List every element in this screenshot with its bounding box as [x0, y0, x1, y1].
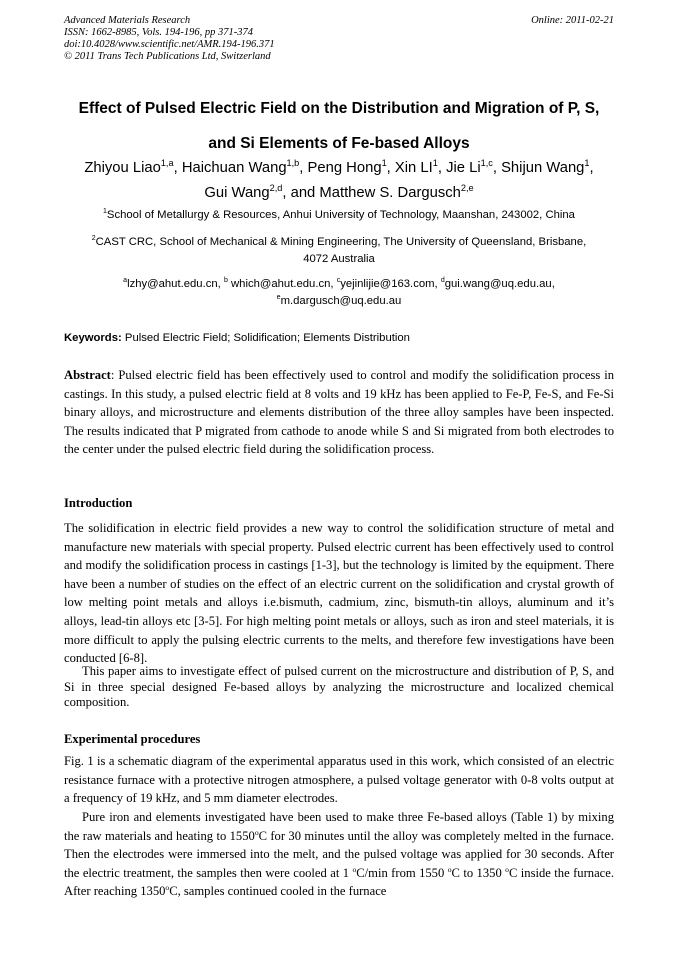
- author: Zhiyou Liao: [84, 160, 161, 176]
- text-run: C for 30 minutes until the alloy was completely melted in the furnace. Then the electrodes were immersed into the melt, and the pulsed voltage was applied for 30 seconds. After the electric treatment, the samples then were cooled at 1: [64, 828, 614, 880]
- abstract-label: Abstract: [64, 368, 111, 382]
- affiliation-text: CAST CRC, School of Mechanical & Mining Engineering, The University of Queensland, Brisbane,: [95, 236, 587, 248]
- keywords-label: Keywords:: [64, 332, 122, 344]
- email-separator: ,: [434, 278, 441, 290]
- introduction-paragraph-2: This paper aims to investigate effect of pulsed current on the microstructure and distribution of P, S, and Si in three special designed Fe-based alloys by analyzing the microstructure and localized chemical composition.: [64, 664, 614, 710]
- email-sup: d: [440, 277, 445, 285]
- author-affil-sup: 1,c: [480, 158, 493, 169]
- copyright-line: © 2011 Trans Tech Publications Ltd, Switzerland: [64, 51, 271, 62]
- affiliation-text: School of Metallurgy & Resources, Anhui University of Technology, Maanshan, 243002, China: [106, 209, 575, 221]
- author-separator: , and: [282, 185, 320, 201]
- email-separator: ,: [551, 278, 555, 290]
- email-sup: c: [336, 277, 341, 285]
- author: Peng Hong: [307, 160, 382, 176]
- author: Xin LI: [394, 160, 433, 176]
- affiliation-number: 2: [91, 235, 96, 243]
- introduction-paragraph-1: The solidification in electric field provides a new way to control the solidification structure of metal and manufacture new materials with special property. Pulsed electric current has been effectively used to control and modify the solidification process in castings [1-3], but the technology is limited by the equipment. There have been a number of studies on the effect of an electric current on the solidification and crystal growth of low melting point metals and alloys i.e.bismuth, cadmium, zinc, bismuth-tin alloys, aluminum and it’s alloys, lead-tin alloys etc [3-5]. For high melting point metals or alloys, such as iron and steel materials, it is more difficult to apply the pulsing electric currents to the melts, and therefore few investigations have been conducted [6-8].: [64, 521, 614, 666]
- title-line-1: Effect of Pulsed Electric Field on the Distribution and Migration of P, S,: [78, 100, 600, 117]
- paper-title: [40, 91, 638, 161]
- text-run: C to 1350: [451, 865, 506, 880]
- keywords: [64, 331, 614, 346]
- section-heading-experimental: Experimental procedures: [64, 732, 201, 746]
- affiliation-number: 1: [103, 208, 107, 216]
- author-list: [40, 156, 638, 206]
- journal-name: Advanced Materials Research: [64, 15, 191, 26]
- email-address: gui.wang@uq.edu.au: [444, 278, 552, 290]
- title-line-2: and Si Elements of Fe-based Alloys: [208, 135, 470, 152]
- author-affil-sup: 1: [432, 158, 438, 169]
- experimental-paragraph-2: [64, 808, 614, 901]
- author-separator: ,: [589, 160, 594, 176]
- degree-sup: o: [254, 827, 259, 837]
- doi-line: doi:10.4028/www.scientific.net/AMR.194-196.371: [64, 39, 275, 50]
- email-list: [62, 276, 616, 310]
- email-address: lzhy@ahut.edu.cn: [127, 278, 218, 290]
- author-separator: ,: [299, 160, 308, 176]
- affiliation-1: [62, 207, 616, 224]
- issn-line: ISSN: 1662-8985, Vols. 194-196, pp 371-374: [64, 27, 253, 38]
- keywords-text: Pulsed Electric Field; Solidification; Elements Distribution: [121, 332, 410, 344]
- author-affil-sup: 1: [584, 158, 590, 169]
- email-sup: b: [223, 277, 228, 285]
- email-sup: a: [123, 277, 128, 285]
- degree-sup: o: [505, 864, 509, 874]
- author: Matthew S. Dargusch: [319, 185, 461, 201]
- affiliation-text: 4072 Australia: [303, 253, 375, 265]
- experimental-paragraph-1: Fig. 1 is a schematic diagram of the experimental apparatus used in this work, which consisted of an electric resistance furnace with a protective nitrogen atmosphere, a pulsed voltage generator with 0-8 volts output at a frequency of 19 kHz, and 5 mm diameter electrodes.: [64, 754, 614, 806]
- email-sup: e: [276, 294, 281, 302]
- text-run: C inside the furnace. After reaching 1350: [64, 865, 615, 899]
- text-run: Pure iron and elements investigated have been used to make three Fe-based alloys (Table 1) by mixing the raw materials and heating to 1550: [64, 810, 614, 843]
- abstract-text: : Pulsed electric field has been effectively used to control and modify the solidification process in castings. In this study, a pulsed electric field at 8 volts and 19 kHz has been applied to Fe-P, Fe-S, and Fe-Si binary alloys, and microstructure and elements distribution of the three alloy samples have been inspected. The results indicated that P migrated from cathode to anode while S and Si migrated from both electrodes to the center under the pulsed electric field during the solidification process.: [64, 368, 614, 457]
- email-address: m.dargusch@uq.edu.au: [280, 295, 402, 307]
- degree-sup: o: [447, 864, 452, 874]
- author-separator: ,: [492, 160, 502, 176]
- email-address: yejinlijie@163.com: [340, 278, 435, 290]
- email-address: which@ahut.edu.cn: [227, 278, 331, 290]
- section-heading-introduction: Introduction: [64, 496, 133, 510]
- degree-sup: o: [352, 864, 357, 874]
- author: Haichuan Wang: [181, 160, 287, 176]
- author-affil-sup: 1: [381, 158, 387, 169]
- abstract: [64, 366, 614, 459]
- author-affil-sup: 1,a: [160, 158, 174, 169]
- email-separator: ,: [330, 278, 337, 290]
- author-separator: ,: [437, 160, 447, 176]
- affiliation-2: [62, 234, 616, 268]
- author: Shijun Wang: [501, 160, 585, 176]
- author-separator: ,: [173, 160, 182, 176]
- text-run: C/min from 1550: [356, 865, 448, 880]
- running-header: [64, 15, 614, 63]
- author: Gui Wang: [204, 185, 270, 201]
- online-date: Online: 2011-02-21: [531, 15, 614, 26]
- email-separator: ,: [217, 278, 224, 290]
- author-affil-sup: 1,b: [286, 158, 300, 169]
- degree-sup: o: [165, 883, 170, 893]
- author-separator: ,: [386, 160, 395, 176]
- text-run: C, samples continued cooled in the furnace: [169, 884, 387, 899]
- author-affil-sup: 2,e: [460, 183, 474, 194]
- author: Jie Li: [446, 160, 481, 176]
- author-affil-sup: 2,d: [269, 183, 283, 194]
